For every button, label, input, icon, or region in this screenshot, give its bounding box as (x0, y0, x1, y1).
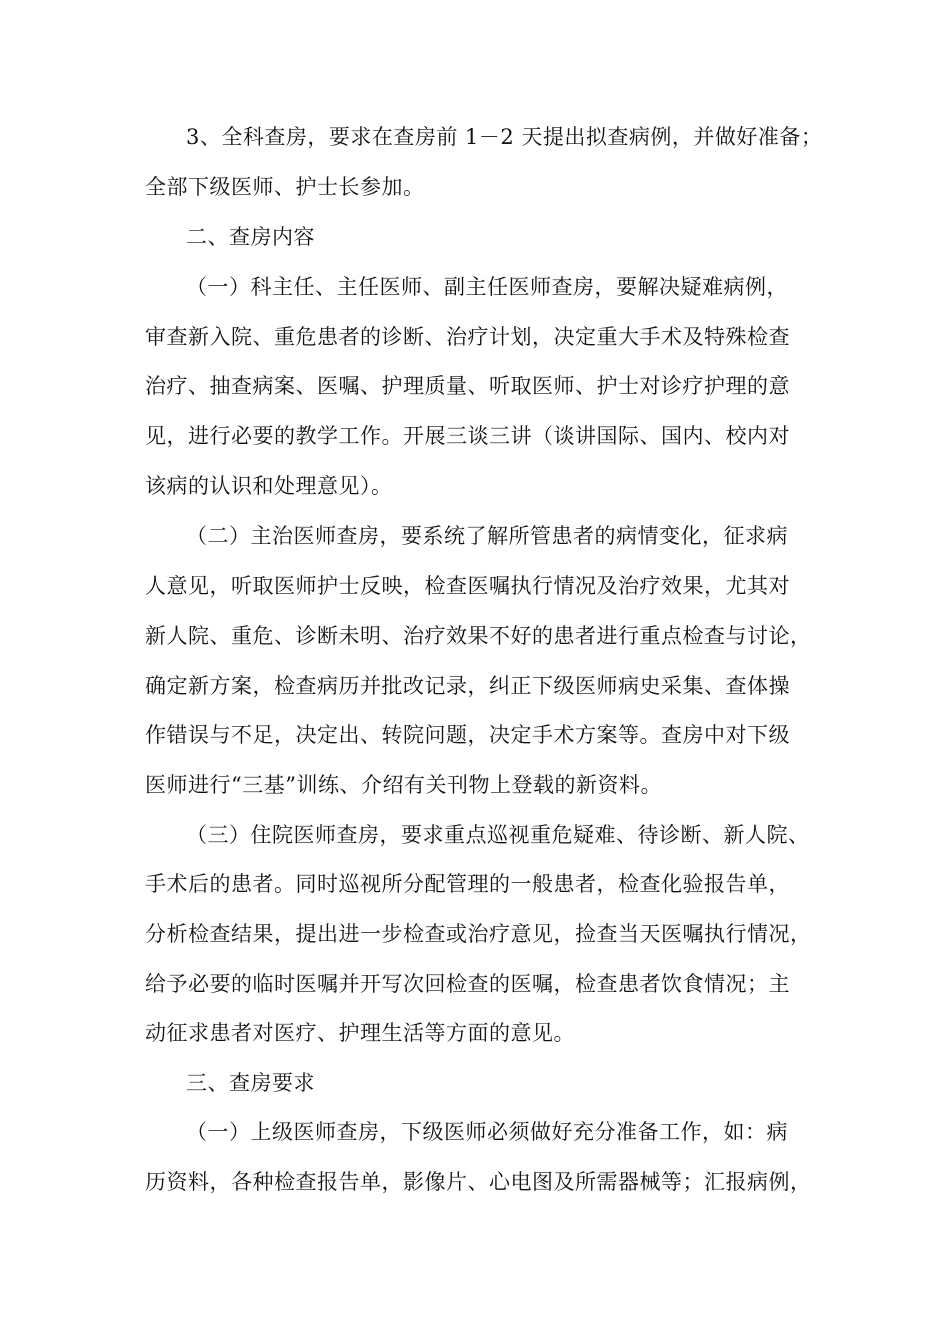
text-line: 确定新方案，检查病历并批改记录，纠正下级医师病史采集、查体操 (145, 674, 790, 698)
text-line: 审查新入院、重危患者的诊断、治疗计划，决定重大手术及特殊检查 (145, 325, 790, 349)
section-heading: 三、查房要求 (186, 1071, 315, 1095)
text-line: （一）上级医师查房，下级医师必须做好充分准备工作，如：病 (186, 1120, 788, 1144)
text-line: 动征求患者对医疗、护理生活等方面的意见。 (145, 1021, 575, 1045)
text-line: （一）科主任、主任医师、副主任医师查房，要解决疑难病例， (186, 275, 788, 299)
text-line: （三）住院医师查房，要求重点巡视重危疑难、待诊断、新人院、 (186, 823, 810, 847)
text-line: 作错误与不足，决定出、转院问题，决定手术方案等。查房中对下级 (145, 723, 790, 747)
text-line: 治疗、抽查病案、医嘱、护理质量、听取医师、护士对诊疗护理的意 (145, 374, 790, 398)
text-line: （二）主治医师查房，要系统了解所管患者的病情变化，征求病 (186, 524, 788, 548)
text-line: 新人院、重危、诊断未明、治疗效果不好的患者进行重点检查与讨论， (145, 624, 812, 648)
text-line: 手术后的患者。同时巡视所分配管理的一般患者，检查化验报告单， (145, 872, 790, 896)
text-line: 医师进行“三基”训练、介绍有关刊物上登载的新资料。 (145, 773, 662, 797)
text-line: 人意见，听取医师护士反映，检查医嘱执行情况及治疗效果，尤其对 (145, 574, 790, 598)
text-line: 3、全科查房，要求在查房前 1－2 天提出拟查病例，并做好准备； (186, 125, 823, 149)
text-line: 见，进行必要的教学工作。开展三谈三讲（谈讲国际、国内、校内对 (145, 424, 790, 448)
section-heading: 二、查房内容 (186, 225, 315, 249)
text-line: 给予必要的临时医嘱并开写次回检查的医嘱，检查患者饮食情况；主 (145, 972, 790, 996)
text-line: 分析检查结果，提出进一步检查或治疗意见，捡查当天医嘱执行情况， (145, 922, 812, 946)
text-line: 该病的认识和处理意见）。 (145, 474, 393, 498)
text-line: 历资料，各种检查报告单，影像片、心电图及所需器械等；汇报病例， (145, 1170, 812, 1194)
text-line: 全部下级医师、护士长参加。 (145, 175, 425, 199)
